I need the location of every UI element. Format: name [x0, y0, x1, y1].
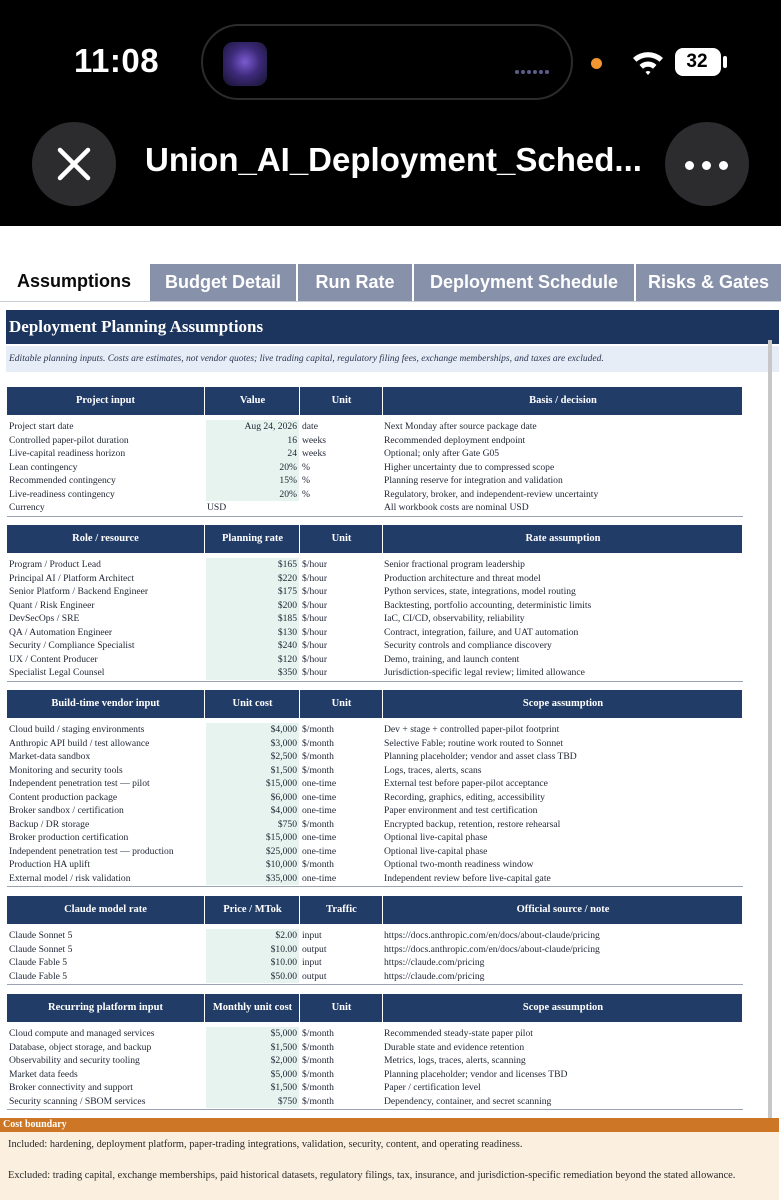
row-label: Independent penetration test — production — [9, 845, 174, 857]
table-row — [7, 461, 743, 475]
row-label: Content production package — [9, 791, 118, 803]
row-value[interactable]: $165 — [206, 558, 299, 572]
table-row — [7, 750, 743, 764]
row-value[interactable]: $120 — [206, 653, 299, 667]
row-label: Live-readiness contingency — [9, 488, 115, 500]
row-unit: one-time — [302, 791, 337, 803]
table-bottom-rule — [7, 681, 743, 682]
row-note: Backtesting, portfolio accounting, deterministic limits — [384, 599, 592, 611]
cost-boundary-title: Cost boundary — [0, 1118, 779, 1132]
row-value[interactable]: $2,000 — [206, 1054, 299, 1068]
row-note: Recording, graphics, editing, accessibility — [384, 791, 545, 803]
row-note: Independent review before live-capital gate — [384, 872, 551, 884]
row-note: Logs, traces, alerts, scans — [384, 764, 482, 776]
table-row — [7, 434, 743, 448]
row-label: Project start date — [9, 421, 74, 432]
table-row — [7, 970, 743, 984]
row-note: Security controls and compliance discovery — [384, 640, 552, 651]
table-row — [7, 626, 743, 640]
row-label: Anthropic API build / test allowance — [9, 737, 150, 749]
column-header: Monthly unit cost — [206, 994, 300, 1022]
table-row — [7, 1054, 743, 1068]
row-note: Python services, state, integrations, model routing — [384, 586, 576, 597]
row-value[interactable]: $5,000 — [206, 1068, 299, 1082]
row-unit: input — [302, 957, 322, 968]
battery-cap — [723, 56, 727, 68]
row-value[interactable]: $350 — [206, 666, 299, 680]
row-unit: weeks — [302, 434, 326, 446]
app-top-bar — [0, 0, 781, 226]
row-note: Planning placeholder; vendor and licenses TBD — [384, 1068, 568, 1080]
row-value[interactable]: 20% — [206, 461, 299, 475]
row-note: Higher uncertainty due to compressed scope — [384, 461, 555, 473]
row-value[interactable]: $200 — [206, 599, 299, 613]
row-unit: $/hour — [302, 599, 328, 611]
table-row — [7, 1027, 743, 1041]
row-note: Planning reserve for integration and validation — [384, 475, 563, 486]
dynamic-island — [201, 24, 573, 100]
row-value[interactable]: $10.00 — [206, 943, 299, 957]
table-row — [7, 474, 743, 488]
audio-dots-icon — [515, 61, 555, 67]
tab-assumptions[interactable]: Assumptions — [0, 263, 150, 302]
row-value[interactable]: Aug 24, 2026 — [206, 420, 299, 434]
cost-boundary-included: Included: hardening, deployment platform, paper-trading integrations, validation, security, content, and operating readiness. — [8, 1139, 523, 1150]
column-header: Unit — [301, 690, 383, 718]
row-note: Senior fractional program leadership — [384, 559, 525, 570]
table-row — [7, 1081, 743, 1095]
row-unit: one-time — [302, 805, 337, 816]
row-unit: $/month — [302, 859, 334, 870]
table-bottom-rule — [7, 1109, 743, 1110]
column-header: Unit cost — [206, 690, 300, 718]
row-label: Claude Fable 5 — [9, 970, 68, 982]
row-label: QA / Automation Engineer — [9, 626, 113, 638]
row-label: Cloud compute and managed services — [9, 1028, 155, 1039]
row-unit: $/hour — [302, 613, 328, 624]
battery-icon — [675, 48, 721, 76]
table-row — [7, 1041, 743, 1055]
table-row — [7, 1095, 743, 1109]
row-note: Recommended steady-state paper pilot — [384, 1028, 533, 1039]
row-unit: one-time — [302, 872, 337, 884]
table-row — [7, 585, 743, 599]
row-unit: $/month — [302, 1041, 334, 1053]
row-label: Broker production certification — [9, 832, 129, 843]
row-unit: one-time — [302, 832, 337, 843]
row-unit: $/month — [302, 1028, 334, 1039]
row-unit: input — [302, 930, 322, 941]
row-note: https://claude.com/pricing — [384, 957, 485, 968]
document-title: Union_AI_Deployment_Sched... — [145, 141, 642, 178]
row-unit: one-time — [302, 845, 337, 857]
column-header: Unit — [301, 387, 383, 415]
row-value[interactable]: $5,000 — [206, 1027, 299, 1041]
tab-divider — [0, 301, 781, 302]
column-header: Claude model rate — [7, 896, 205, 924]
row-label: Senior Platform / Backend Engineer — [9, 586, 149, 597]
row-note: Next Monday after source package date — [384, 421, 537, 432]
row-unit: $/month — [302, 1055, 334, 1066]
row-unit: $/month — [302, 737, 334, 749]
cost-boundary-body — [0, 1132, 779, 1200]
table-row — [7, 447, 743, 461]
column-header: Build-time vendor input — [7, 690, 205, 718]
row-unit: $/month — [302, 724, 334, 735]
wifi-icon — [631, 48, 665, 76]
row-value[interactable]: $2.00 — [206, 929, 299, 943]
column-header: Scope assumption — [384, 690, 743, 718]
column-header: Rate assumption — [384, 525, 743, 553]
row-label: Recommended contingency — [9, 475, 116, 486]
row-value[interactable]: $10,000 — [206, 858, 299, 872]
row-unit: date — [302, 421, 318, 432]
row-unit: one-time — [302, 778, 337, 789]
row-note: https://docs.anthropic.com/en/docs/about-claude/pricing — [384, 943, 600, 955]
tab-budget-detail[interactable]: Budget Detail — [150, 264, 298, 301]
row-value[interactable]: $750 — [206, 818, 299, 832]
column-header: Unit — [301, 994, 383, 1022]
more-dot-icon — [685, 161, 694, 170]
row-note: Optional live-capital phase — [384, 845, 488, 857]
column-header: Recurring platform input — [7, 994, 205, 1022]
row-unit: $/month — [302, 1095, 334, 1107]
table-header-row — [7, 387, 743, 415]
table-row — [7, 791, 743, 805]
row-note: Metrics, logs, traces, alerts, scanning — [384, 1055, 526, 1066]
row-value[interactable]: $130 — [206, 626, 299, 640]
row-unit: $/month — [302, 818, 334, 830]
table-header-row — [7, 896, 743, 924]
row-value[interactable]: $4,000 — [206, 723, 299, 737]
table-row — [7, 943, 743, 957]
table-row — [7, 956, 743, 970]
column-header: Value — [206, 387, 300, 415]
more-dot-icon — [702, 161, 711, 170]
table-row — [7, 666, 743, 680]
tab-deployment-schedule[interactable]: Deployment Schedule — [414, 264, 636, 301]
battery-level: 32 — [686, 51, 708, 72]
table-bottom-rule — [7, 516, 743, 517]
table-row — [7, 764, 743, 778]
sheet-title: Deployment Planning Assumptions — [6, 310, 779, 344]
row-note: External test before paper-pilot acceptance — [384, 778, 548, 789]
table-row — [7, 831, 743, 845]
table-row — [7, 818, 743, 832]
row-unit: $/month — [302, 764, 334, 776]
row-label: Quant / Risk Engineer — [9, 599, 95, 611]
row-unit: weeks — [302, 448, 326, 459]
row-note: Contract, integration, failure, and UAT automation — [384, 626, 579, 638]
table-row — [7, 612, 743, 626]
row-note: Optional; only after Gate G05 — [384, 448, 500, 459]
row-label: Security / Compliance Specialist — [9, 640, 135, 651]
row-unit: % — [302, 461, 310, 473]
row-label: UX / Content Producer — [9, 653, 98, 665]
row-note: All workbook costs are nominal USD — [384, 502, 529, 513]
row-unit: $/hour — [302, 626, 328, 638]
table-header-row — [7, 994, 743, 1022]
table-row — [7, 845, 743, 859]
table-row — [7, 558, 743, 572]
column-header: Project input — [7, 387, 205, 415]
row-label: Monitoring and security tools — [9, 764, 123, 776]
row-value[interactable]: $2,500 — [206, 750, 299, 764]
row-note: Encrypted backup, retention, restore rehearsal — [384, 818, 561, 830]
row-value[interactable]: $3,000 — [206, 737, 299, 751]
row-value[interactable]: $4,000 — [206, 804, 299, 818]
row-unit: $/month — [302, 1082, 334, 1093]
row-value[interactable]: $185 — [206, 612, 299, 626]
row-label: Security scanning / SBOM services — [9, 1095, 146, 1107]
row-label: Cloud build / staging environments — [9, 724, 145, 735]
row-value[interactable]: $750 — [206, 1095, 299, 1109]
row-label: Controlled paper-pilot duration — [9, 434, 129, 446]
row-note: Paper / certification level — [384, 1082, 481, 1093]
row-label: DevSecOps / SRE — [9, 613, 80, 624]
row-label: Claude Fable 5 — [9, 957, 68, 968]
column-header: Traffic — [301, 896, 383, 924]
row-value[interactable]: 24 — [206, 447, 299, 461]
row-value[interactable]: $35,000 — [206, 872, 299, 886]
row-value[interactable]: 20% — [206, 488, 299, 502]
row-value[interactable]: $1,500 — [206, 1041, 299, 1055]
row-label: Backup / DR storage — [9, 818, 90, 830]
close-icon — [56, 146, 92, 182]
row-value[interactable]: $25,000 — [206, 845, 299, 859]
row-label: Independent penetration test — pilot — [9, 778, 150, 789]
row-unit: $/hour — [302, 667, 328, 678]
row-label: Database, object storage, and backup — [9, 1041, 152, 1053]
row-label: Broker sandbox / certification — [9, 805, 124, 816]
row-note: Demo, training, and launch content — [384, 653, 520, 665]
row-value[interactable]: USD — [207, 502, 227, 513]
row-value[interactable]: 16 — [206, 434, 299, 448]
column-header: Official source / note — [384, 896, 743, 924]
row-note: Jurisdiction-specific legal review; limited allowance — [384, 667, 585, 678]
row-value[interactable]: $6,000 — [206, 791, 299, 805]
table-row — [7, 858, 743, 872]
column-header: Planning rate — [206, 525, 300, 553]
row-value[interactable]: 15% — [206, 474, 299, 488]
table-header-row — [7, 690, 743, 718]
sheet-tabs — [0, 264, 781, 302]
row-unit: $/hour — [302, 559, 328, 570]
row-label: Observability and security tooling — [9, 1055, 140, 1066]
row-note: Optional live-capital phase — [384, 832, 488, 843]
row-label: Specialist Legal Counsel — [9, 667, 105, 678]
status-time: 11:08 — [74, 42, 160, 79]
column-header: Unit — [301, 525, 383, 553]
close-button[interactable] — [32, 122, 116, 206]
row-unit: output — [302, 943, 327, 955]
row-unit: % — [302, 475, 310, 486]
tab-risks-gates[interactable]: Risks & Gates — [636, 264, 781, 301]
row-label: Broker connectivity and support — [9, 1082, 133, 1093]
more-options-button[interactable] — [665, 122, 749, 206]
table-bottom-rule — [7, 886, 743, 887]
row-unit: $/hour — [302, 653, 328, 665]
row-label: Lean contingency — [9, 461, 78, 473]
row-note: Production architecture and threat model — [384, 572, 541, 584]
table-row — [7, 639, 743, 653]
row-label: Program / Product Lead — [9, 559, 101, 570]
row-unit: $/hour — [302, 586, 328, 597]
table-row — [7, 420, 743, 434]
row-value[interactable]: $240 — [206, 639, 299, 653]
sheet-note: Editable planning inputs. Costs are estimates, not vendor quotes; live trading capital, regulatory filing fees, exchange memberships, and taxes are excluded. — [6, 346, 779, 372]
row-label: Live-capital readiness horizon — [9, 448, 126, 459]
row-label: Claude Sonnet 5 — [9, 930, 73, 941]
table-row — [7, 723, 743, 737]
row-value[interactable]: $15,000 — [206, 831, 299, 845]
row-label: Currency — [9, 502, 45, 513]
table-row — [7, 501, 743, 515]
table-row — [7, 1068, 743, 1082]
row-value[interactable]: $1,500 — [206, 1081, 299, 1095]
row-value[interactable]: $50.00 — [206, 970, 299, 984]
row-unit: $/month — [302, 1068, 334, 1080]
row-unit: $/hour — [302, 640, 328, 651]
row-note: https://claude.com/pricing — [384, 970, 485, 982]
row-unit: $/hour — [302, 572, 328, 584]
row-note: Dependency, container, and secret scanning — [384, 1095, 552, 1107]
table-bottom-rule — [7, 984, 743, 985]
cost-boundary-excluded: Excluded: trading capital, exchange memberships, paid historical datasets, regulatory filings, tax, insurance, and jurisdiction-specific remediation beyond the stated allowance. — [8, 1170, 736, 1181]
table-row — [7, 488, 743, 502]
table-row — [7, 653, 743, 667]
row-value[interactable]: $1,500 — [206, 764, 299, 778]
column-header: Scope assumption — [384, 994, 743, 1022]
row-value[interactable]: $10.00 — [206, 956, 299, 970]
row-note: Paper environment and test certification — [384, 805, 538, 816]
row-label: Principal AI / Platform Architect — [9, 572, 135, 584]
vertical-scrollbar[interactable] — [768, 340, 772, 1140]
column-header: Price / MTok — [206, 896, 300, 924]
table-row — [7, 777, 743, 791]
row-note: Durable state and evidence retention — [384, 1041, 525, 1053]
row-note: Recommended deployment endpoint — [384, 434, 526, 446]
row-note: Selective Fable; routine work routed to Sonnet — [384, 737, 564, 749]
row-note: Planning placeholder; vendor and asset class TBD — [384, 751, 577, 762]
table-row — [7, 804, 743, 818]
row-note: Optional two-month readiness window — [384, 859, 534, 870]
row-label: Claude Sonnet 5 — [9, 943, 73, 955]
row-value[interactable]: $15,000 — [206, 777, 299, 791]
row-note: Regulatory, broker, and independent-review uncertainty — [384, 488, 599, 500]
row-unit: $/month — [302, 751, 334, 762]
table-row — [7, 872, 743, 886]
table-header-row — [7, 525, 743, 553]
table-row — [7, 929, 743, 943]
row-note: https://docs.anthropic.com/en/docs/about-claude/pricing — [384, 930, 600, 941]
more-dot-icon — [719, 161, 728, 170]
media-thumbnail-icon — [223, 42, 267, 86]
tab-run-rate[interactable]: Run Rate — [298, 264, 414, 301]
mic-indicator-icon — [591, 58, 602, 69]
column-header: Role / resource — [7, 525, 205, 553]
table-row — [7, 572, 743, 586]
row-label: Market data feeds — [9, 1068, 78, 1080]
row-note: Dev + stage + controlled paper-pilot footprint — [384, 724, 560, 735]
row-unit — [301, 501, 382, 515]
row-label: Production HA uplift — [9, 859, 91, 870]
row-value[interactable]: $175 — [206, 585, 299, 599]
column-header: Basis / decision — [384, 387, 743, 415]
table-row — [7, 737, 743, 751]
table-row — [7, 599, 743, 613]
row-unit: output — [302, 970, 327, 982]
row-note: IaC, CI/CD, observability, reliability — [384, 613, 525, 624]
row-label: External model / risk validation — [9, 872, 131, 884]
row-label: Market-data sandbox — [9, 751, 91, 762]
row-unit: % — [302, 488, 310, 500]
row-value[interactable]: $220 — [206, 572, 299, 586]
